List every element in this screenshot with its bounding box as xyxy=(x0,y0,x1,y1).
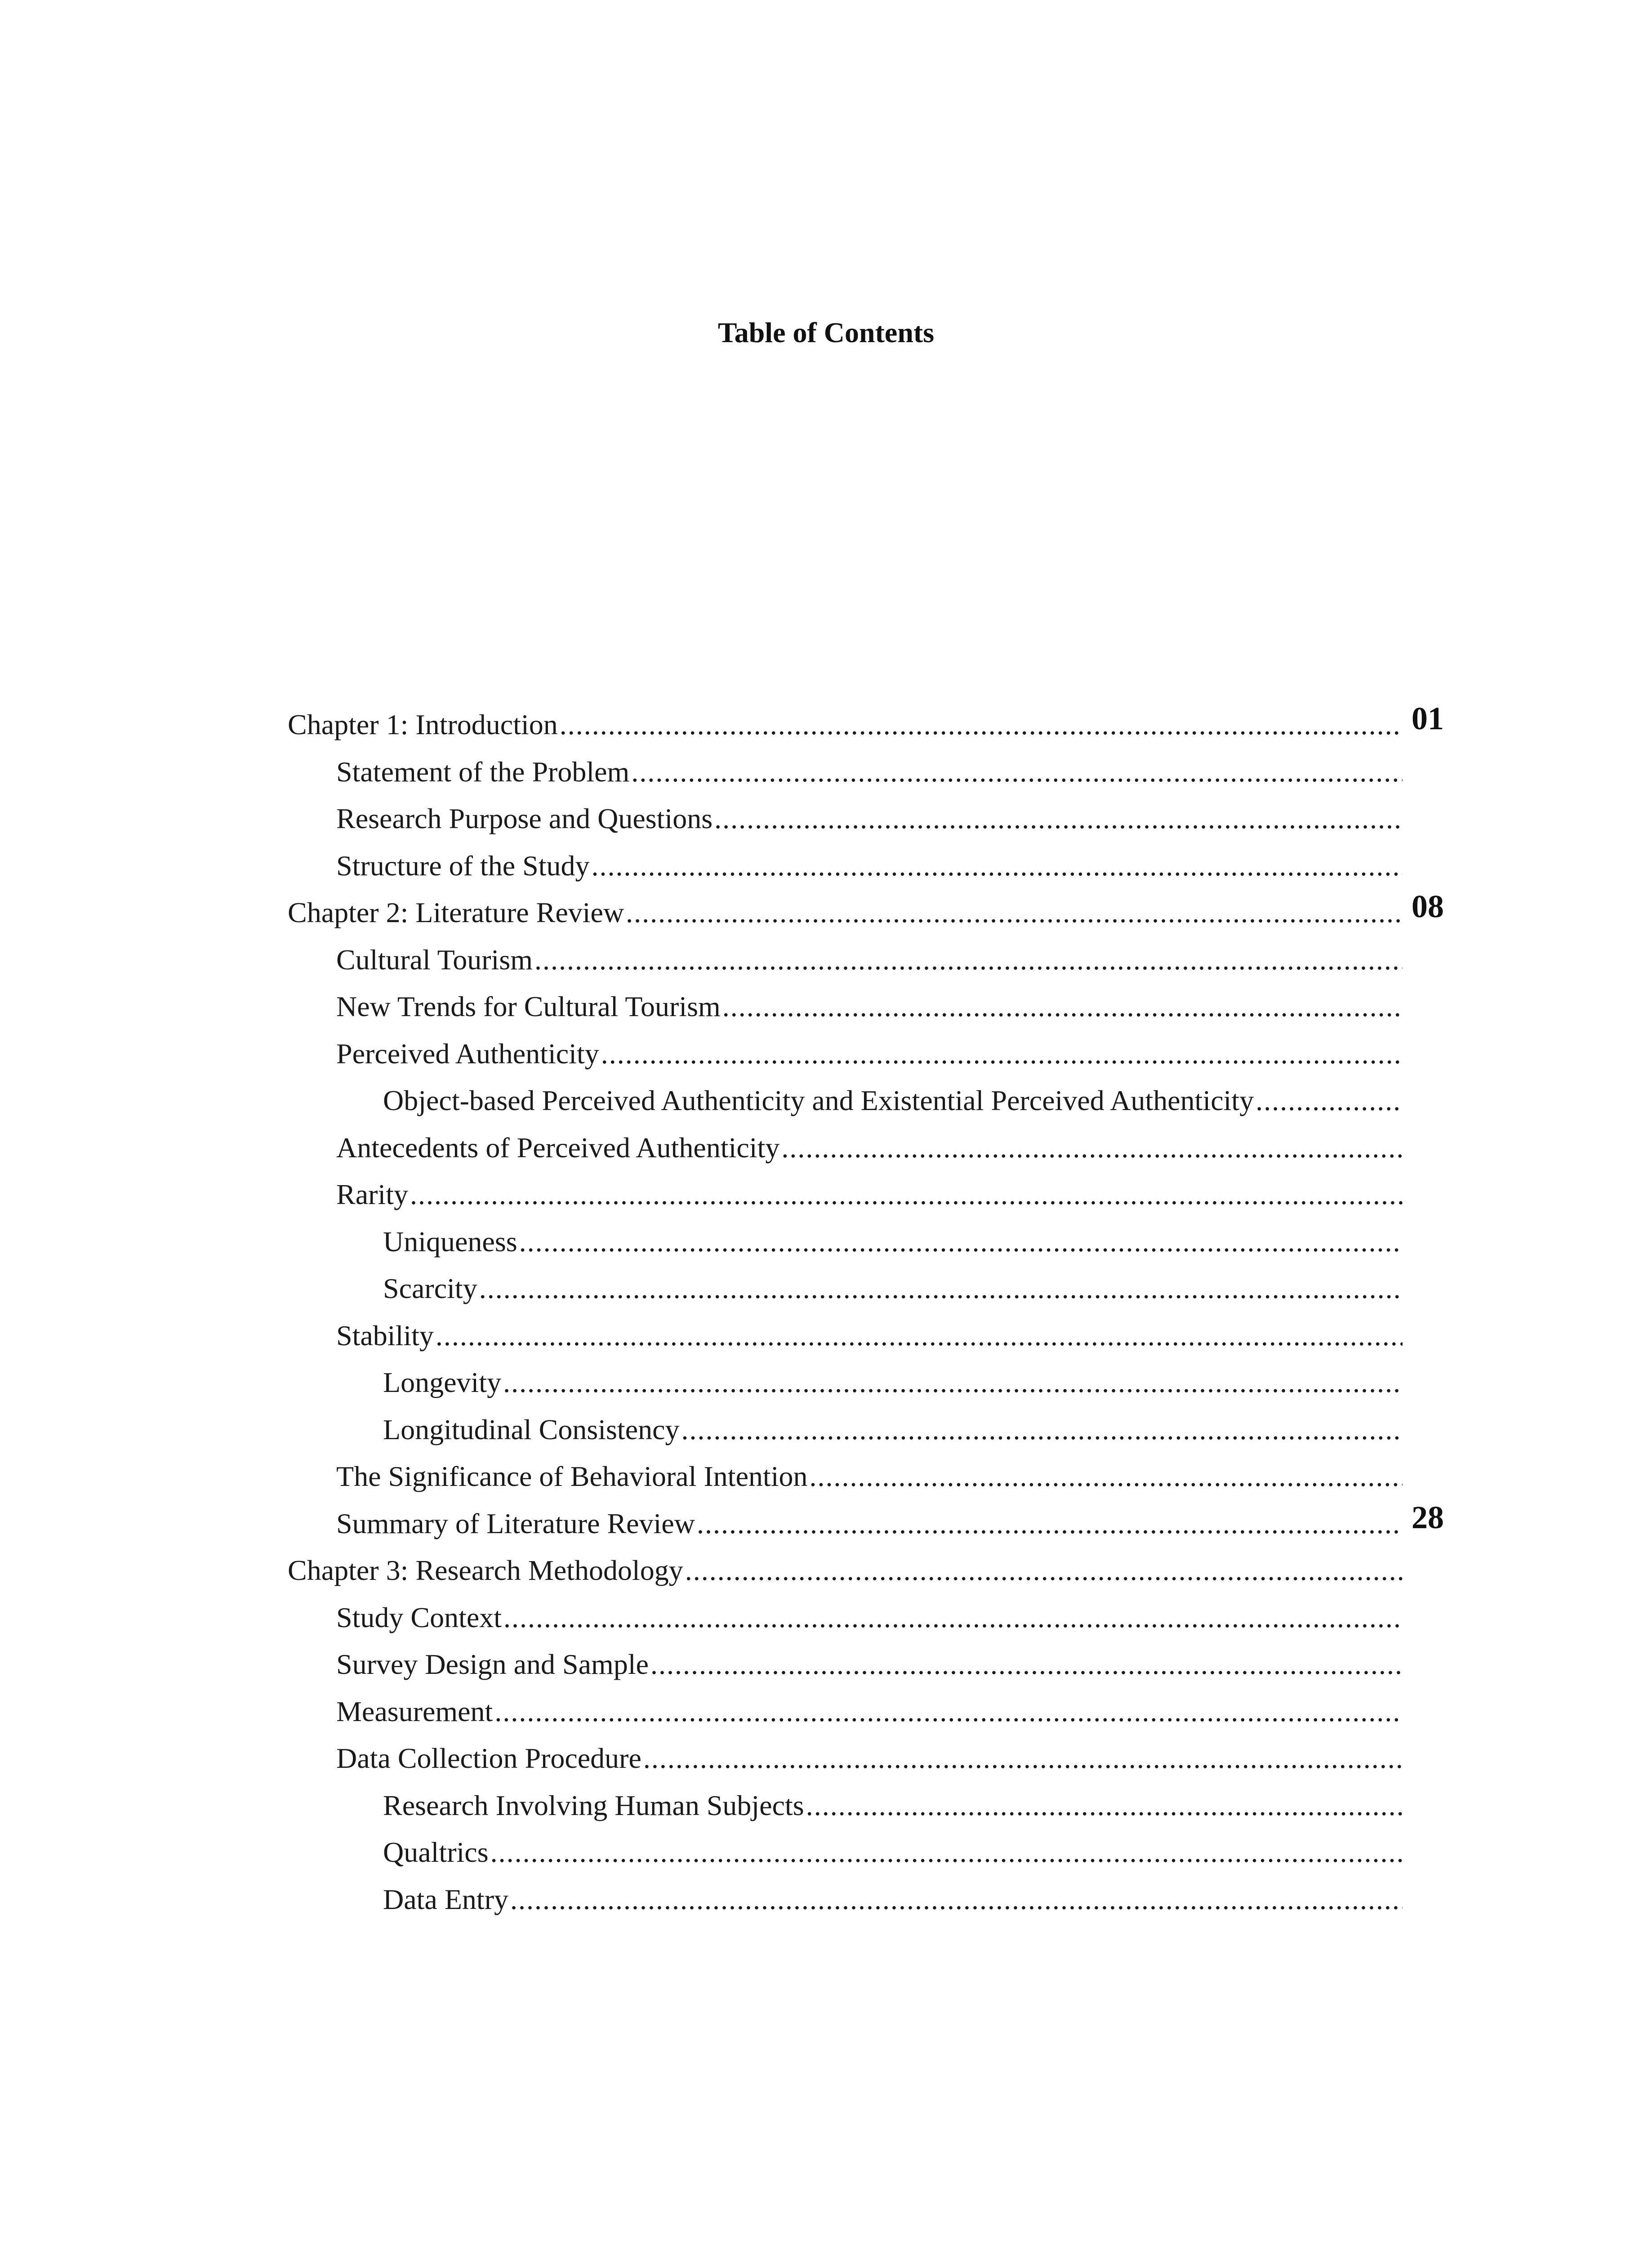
dot-leader xyxy=(560,710,1403,739)
toc-entry xyxy=(288,1547,1403,1594)
dot-leader xyxy=(697,1509,1403,1538)
toc-entry-label: Perceived Authenticity xyxy=(336,1037,601,1070)
dot-leader xyxy=(806,1791,1403,1820)
toc-entry xyxy=(288,1453,1403,1500)
toc-entry xyxy=(288,1359,1403,1406)
toc-entry xyxy=(288,1077,1403,1124)
dot-leader xyxy=(534,946,1403,974)
toc-entry xyxy=(288,795,1403,843)
toc-entry xyxy=(288,749,1403,796)
toc-entry xyxy=(288,1876,1403,1923)
dot-leader xyxy=(714,804,1403,833)
toc-entry xyxy=(288,1688,1403,1735)
toc-entry-label: Stability xyxy=(336,1319,436,1352)
toc-entry-label: Research Involving Human Subjects xyxy=(383,1789,806,1822)
toc-entry-label: Study Context xyxy=(336,1601,503,1634)
toc-entry-label: Longevity xyxy=(383,1366,503,1399)
toc-entry-label: Survey Design and Sample xyxy=(336,1648,650,1681)
dot-leader xyxy=(681,1415,1403,1444)
toc-entry-label: Rarity xyxy=(336,1178,410,1211)
toc-entry xyxy=(288,888,1444,937)
toc-entry-label: Chapter 1: Introduction xyxy=(288,708,560,741)
toc-entry xyxy=(288,700,1444,749)
dot-leader xyxy=(781,1133,1403,1162)
dot-leader xyxy=(591,852,1403,880)
dot-leader xyxy=(410,1180,1403,1209)
page-title: Table of Contents xyxy=(717,317,935,348)
toc-entry-label: Scarcity xyxy=(383,1272,479,1305)
toc-entry xyxy=(288,1124,1403,1172)
dot-leader xyxy=(650,1650,1403,1679)
toc-entry xyxy=(288,983,1403,1030)
toc-entry xyxy=(288,1171,1403,1218)
toc-entry-label: Data Collection Procedure xyxy=(336,1742,643,1775)
dot-leader xyxy=(436,1321,1403,1350)
toc-entry-label: Antecedents of Perceived Authenticity xyxy=(336,1131,781,1164)
toc-entry xyxy=(288,1735,1403,1782)
toc-entry-label: Uniqueness xyxy=(383,1225,519,1258)
toc-entry xyxy=(288,1312,1403,1360)
dot-leader xyxy=(510,1885,1403,1914)
dot-leader xyxy=(685,1556,1403,1585)
toc-entry xyxy=(288,1782,1403,1829)
table-of-contents xyxy=(288,700,1444,1923)
toc-entry-label: Data Entry xyxy=(383,1883,510,1916)
dot-leader xyxy=(1256,1086,1403,1115)
toc-entry-label: New Trends for Cultural Tourism xyxy=(336,990,722,1023)
toc-entry xyxy=(288,1406,1403,1454)
dot-leader xyxy=(626,898,1403,927)
dot-leader xyxy=(601,1039,1403,1068)
toc-entry-label: Cultural Tourism xyxy=(336,943,534,977)
toc-entry-label: Statement of the Problem xyxy=(336,755,631,789)
toc-entry xyxy=(288,1030,1403,1078)
toc-entry-label: The Significance of Behavioral Intention xyxy=(336,1460,810,1493)
toc-page-number: 08 xyxy=(1412,888,1444,924)
toc-entry xyxy=(288,937,1403,984)
dot-leader xyxy=(631,758,1403,786)
dot-leader xyxy=(494,1697,1403,1726)
toc-entry xyxy=(288,1641,1403,1688)
toc-entry-label: Chapter 2: Literature Review xyxy=(288,896,626,929)
toc-page-number: 28 xyxy=(1412,1499,1444,1535)
toc-entry xyxy=(288,1218,1403,1266)
toc-entry xyxy=(288,843,1403,890)
toc-entry-label: Summary of Literature Review xyxy=(336,1507,697,1540)
dot-leader xyxy=(479,1274,1403,1303)
toc-entry-label: Chapter 3: Research Methodology xyxy=(288,1554,685,1587)
toc-entry-label: Measurement xyxy=(336,1695,494,1728)
toc-entry-label: Longitudinal Consistency xyxy=(383,1413,681,1446)
dot-leader xyxy=(722,992,1403,1021)
toc-entry-label: Object-based Perceived Authenticity and Existential Perceived Authenticity xyxy=(383,1084,1256,1117)
toc-entry xyxy=(288,1829,1403,1876)
toc-entry xyxy=(288,1265,1403,1312)
toc-entry-label: Qualtrics xyxy=(383,1836,490,1869)
toc-entry xyxy=(288,1499,1444,1548)
toc-page-number: 01 xyxy=(1412,700,1444,736)
dot-leader xyxy=(519,1227,1403,1256)
toc-entry-label: Structure of the Study xyxy=(336,849,591,883)
dot-leader xyxy=(503,1368,1403,1397)
dot-leader xyxy=(643,1744,1403,1773)
dot-leader xyxy=(490,1838,1403,1867)
dot-leader xyxy=(503,1603,1403,1632)
dot-leader xyxy=(810,1462,1403,1491)
toc-entry-label: Research Purpose and Questions xyxy=(336,802,714,835)
toc-entry xyxy=(288,1594,1403,1641)
